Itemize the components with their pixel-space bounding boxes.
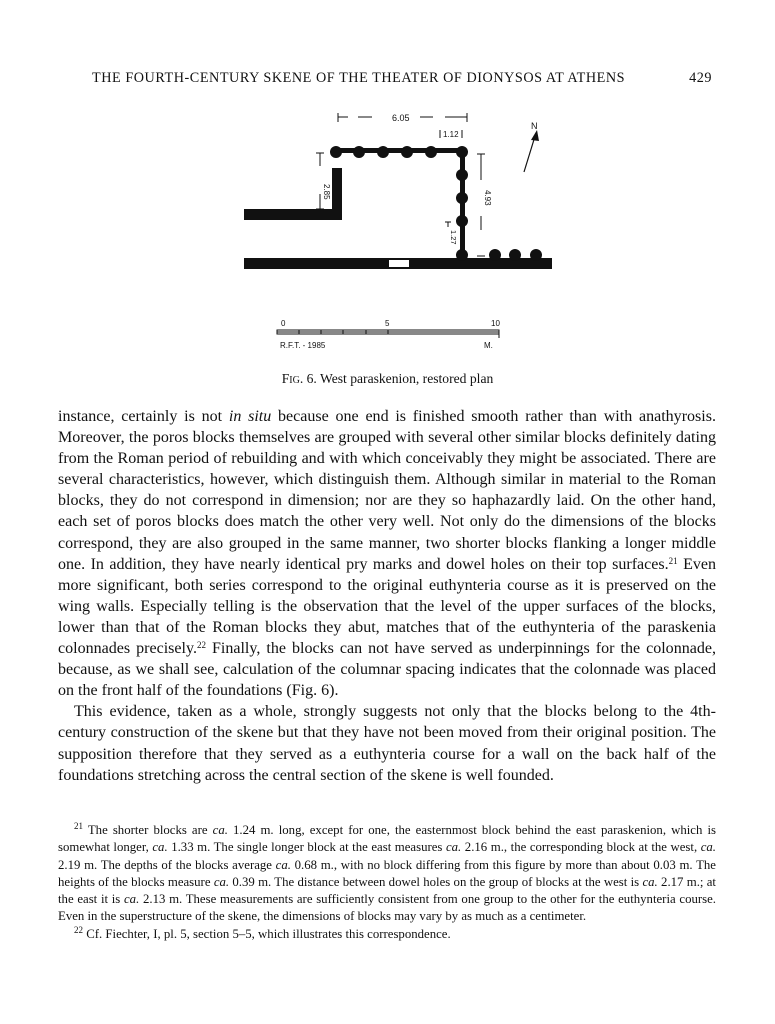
columns	[330, 146, 542, 261]
scale-unit: M.	[484, 341, 493, 350]
footnotes	[58, 822, 716, 943]
north-arrowhead	[531, 130, 539, 141]
text-run: 1.24 m. long, except for one, the easternmost block behind the east paraskenion, which is somewhat longer,	[58, 823, 716, 855]
scale-5: 5	[385, 319, 390, 328]
figure-6	[240, 108, 560, 363]
running-header	[92, 70, 712, 87]
footnote-ref[interactable]: 22	[196, 640, 206, 651]
italic-term: ca.	[212, 823, 228, 837]
caption-label: Fig. 6.	[281, 371, 317, 386]
north-label: N	[531, 121, 538, 131]
footnote-21	[58, 822, 716, 926]
italic-term: ca.	[124, 892, 140, 907]
text-run: 0.39 m. The distance between dowel holes on the group of blocks at the west is	[229, 874, 643, 889]
paragraph	[58, 406, 716, 701]
footnote-ref[interactable]: 21	[668, 555, 678, 566]
italic-term: ca.	[445, 840, 462, 855]
italic-term: in situ	[228, 408, 272, 425]
running-title: THE FOURTH-CENTURY SKENE OF THE THEATER OF DIONYSOS AT ATHENS	[92, 70, 626, 86]
footnote-number: 22	[74, 924, 83, 935]
italic-term: ca.	[275, 857, 291, 872]
footnote-22	[58, 926, 716, 943]
text-run: 2.13 m. These measurements are sufficiently consistent from one group to the other for the euthynteria course. Even in the superstructure of the skene, the dimensions of blocks may vary by as much as a centimeter.	[58, 892, 716, 924]
dim-left-label: 2.85	[322, 184, 331, 200]
scale-0: 0	[281, 319, 286, 328]
doorway-gap	[389, 260, 409, 267]
scale-credit: R.F.T. - 1985	[280, 341, 326, 350]
scale-10: 10	[491, 319, 500, 328]
dim-right-label: 4.93	[483, 190, 492, 206]
text-run: 2.16 m., the corresponding block at the west,	[461, 840, 701, 855]
scale-bar	[277, 330, 499, 338]
text-run: 0.68 m., with no block differing from this figure by more than about 0.03 m. The heights of the blocks measure	[58, 857, 716, 889]
italic-term: ca.	[213, 874, 230, 889]
text-run: because one end is finished smooth rather than with anathyrosis. Moreover, the poros blocks themselves are grouped with several other similar blocks definitely dating from the Roman period of rebuilding and with which conceivably they might be associated. There are several characteristics, however, which distinguish them. Although similar in material to the Roman blocks, they do not correspond in dimension; nor are they so haphazardly laid. On the other hand, each set of poros blocks does match the other very well. Not only do the dimensions of the blocks correspond, they are also grouped in the same manner, two shorter blocks flanking a longer middle one. In addition, they have nearly identical pry marks and dowel holes on their top surfaces.	[58, 408, 716, 573]
italic-term: ca.	[642, 874, 658, 889]
text-run: The shorter blocks are	[83, 823, 213, 837]
text-run: instance, certainly is not	[58, 408, 229, 425]
walls	[244, 148, 552, 269]
page-number: 429	[689, 70, 712, 86]
text-run: Even more significant, both series correspond to the original euthynteria course as it is preserved on the wing walls. Especially telling is the observation that the level of the upper surfaces of the blocks, lower than that of the Roman blocks they abut, matches that of the euthynteria of the paraskenia colonnades precisely.	[58, 555, 717, 658]
italic-term: ca.	[152, 840, 168, 855]
text-run: Finally, the blocks can not have served as underpinnings for the colonnade, because, as we shall see, calculation of the columnar spacing indicates that the colonnade was placed on the front half of the foundations (Fig. 6).	[58, 640, 716, 700]
text-run: 1.33 m. The single longer block at the east measures	[167, 840, 446, 855]
paragraph: This evidence, taken as a whole, strongly suggests not only that the blocks belong to the 4th-century construction of the skene but that they have not been moved from their original position. The supposition therefore that they served as a euthynteria course for a wall on the back half of the foundations stretching across the central section of the skene is well founded.	[58, 703, 716, 784]
dim-width-label: 6.05	[392, 113, 410, 123]
dim-col-label: 1.12	[443, 130, 459, 139]
italic-term: ca.	[700, 840, 716, 855]
dim-small-label: 1.27	[449, 230, 458, 245]
text-run: Cf. Fiechter, I, pl. 5, section 5–5, which illustrates this correspondence.	[83, 926, 451, 941]
body-text	[58, 406, 716, 786]
text-run: 2.19 m. The depths of the blocks average	[58, 857, 276, 872]
caption-text: West paraskenion, restored plan	[319, 371, 494, 386]
figure-caption	[0, 371, 775, 387]
plan-drawing	[240, 108, 560, 358]
text-run: 2.17 m.; at the east it is	[58, 874, 716, 907]
footnote-number: 21	[74, 821, 83, 831]
